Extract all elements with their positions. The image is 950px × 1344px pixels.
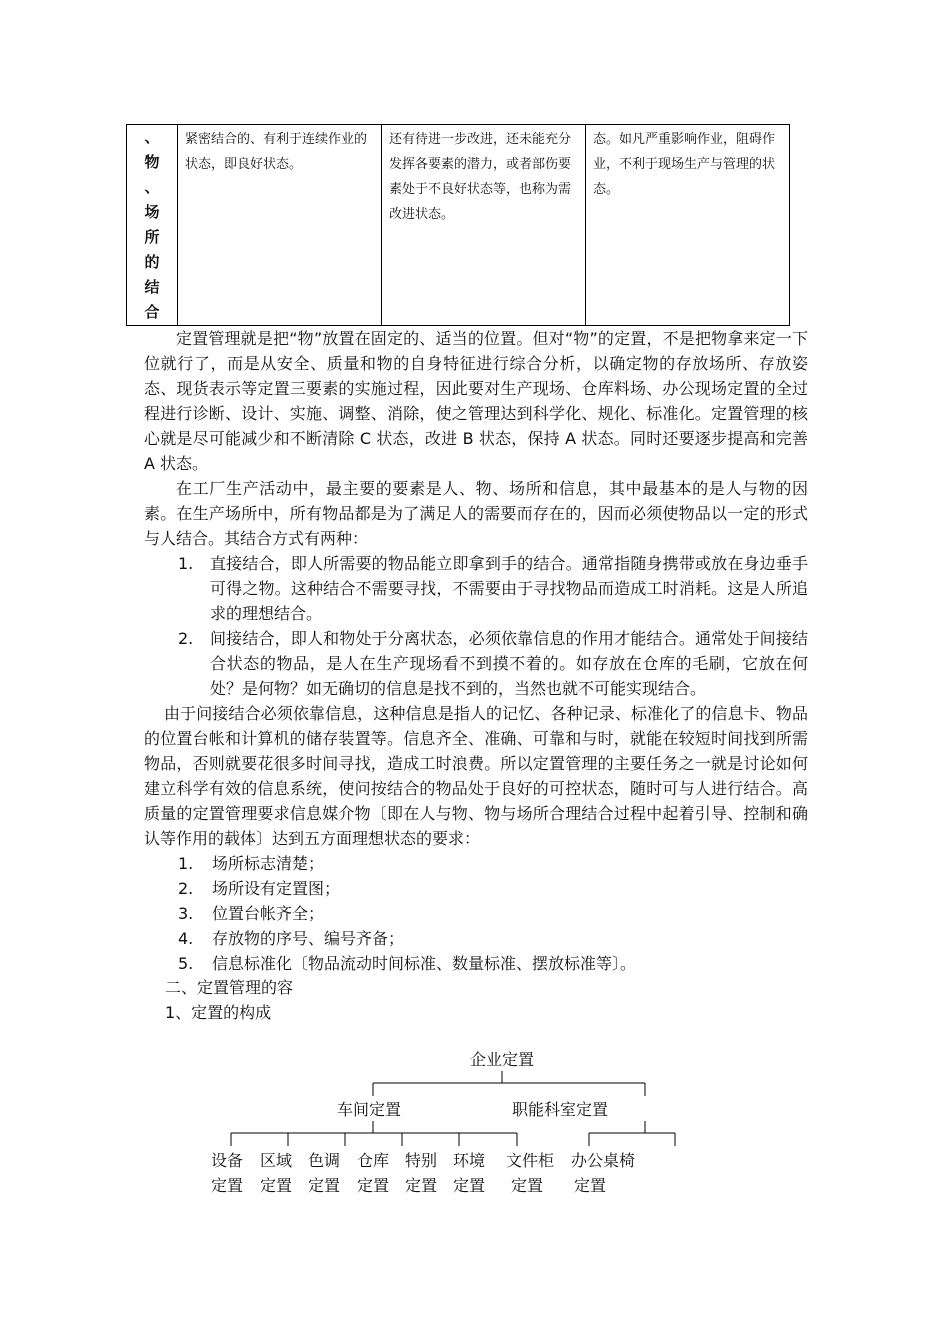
row-header-char: 所 [144,228,160,246]
leaf-line: 定置 [308,1176,341,1195]
org-root-node: 企业定置 [470,1050,535,1069]
leaf-line: 定置 [574,1176,607,1195]
org-leaf-node [453,1148,485,1198]
org-leaf-node [260,1148,292,1198]
list-text: 间接结合，即人和物处于分离状态，必须依靠信息的作用才能结合。通常处于间接结合状态的物品，是人在生产现场看不到摸不着的。如存放在仓库的毛刷，它放在何处？是何物？如无确切的信息是找不到的，当然也就不可能实现结合。 [210,629,808,698]
list-number: 4. [178,929,194,948]
list-number: 2. [178,879,194,898]
leaf-line: 定置 [260,1176,293,1195]
org-leaf-node [506,1148,554,1198]
paragraph-information: 由于问接结合必须依靠信息，这种信息是指人的记忆、各种记录、标准化了的信息卡、物品的位置台帐和计算机的储存装置等。信息齐全、准确、可靠和与时，就能在较短时间找到所需物品，否则就要花很多时间寻找，造成工时浪费。所以定置管理的主要任务之一就是讨论如何建立科学有效的信息系统，使问按结合的物品处于良好的可控状态，随时可与人进行结合。高质量的定置管理要求信息媒介物〔即在人与物、物与场所合理结合过程中起着引导、控制和确认等作用的载体〕达到五方面理想状态的要求： [144,704,808,848]
leaf-line: 定置 [453,1176,486,1195]
row-header-char: 合 [144,303,160,321]
leaf-line: 色调 [308,1151,341,1170]
paragraph-elements: 在工厂生产活动中，最主要的要素是人、物、场所和信息，其中最基本的是人与物的因素。在生产场所中，所有物品都是为了满足人的需要而存在的，因而必须使物品以一定的形式与人结合。其结合方式有两种： [144,479,808,548]
leaf-line: 定置 [357,1176,390,1195]
row-header-char: 场 [144,203,160,221]
list-text: 场所标志清楚； [212,854,325,873]
org-node-office: 职能科室定置 [512,1100,609,1119]
list-number: 1. [178,554,194,573]
leaf-line: 办公桌椅 [571,1151,636,1170]
leaf-line: 区域 [260,1151,293,1170]
leaf-line: 定置 [405,1176,438,1195]
leaf-line: 设备 [211,1151,244,1170]
leaf-line: 仓库 [357,1151,390,1170]
list-text: 信息标准化〔物品流动时间标准、数量标准、摆放标准等〕。 [212,954,637,973]
paragraph-definition: 定置管理就是把“物”放置在固定的、适当的位置。但对“物”的定置，不是把物拿来定一下位就行了，而是从安全、质量和物的自身特征进行综合分析，以确定物的存放场所、存放姿态、现货表示等定置三要素的实施过程，因此要对生产现场、仓库料场、办公现场定置的全过程进行诊断、设计、实施、调整、消除，使之管理达到科学化、规化、标准化。定置管理的核心就是尽可能减少和不断清除 C 状态，改进 B 状态，保持 A 状态。同时还要逐步提高和完善 A 状态。 [144,329,808,473]
list-text: 直接结合，即人所需要的物品能立即拿到手的结合。通常指随身携带或放在身边垂手可得之物。这种结合不需要寻找，不需要由于寻找物品而造成工时消耗。这是人所追求的理想结合。 [210,554,808,623]
org-leaf-node [571,1148,635,1198]
list-text: 位置台帐齐全； [212,904,325,923]
leaf-line: 特别 [405,1151,438,1170]
state-c-cell: 态。如凡严重影响作业，阻碍作业，不利于现场生产与管理的状态。 [586,125,790,326]
row-header-char: 、 [144,128,160,146]
state-a-cell: 紧密结合的、有利于连续作业的状态，即良好状态。 [178,125,382,326]
leaf-line: 环境 [453,1151,486,1170]
row-header-char: 结 [144,278,160,296]
leaf-line: 定置 [511,1176,544,1195]
list-number: 5. [178,954,194,973]
list-number: 3. [178,904,194,923]
org-leaf-node [211,1148,243,1198]
row-header-char: 的 [144,253,160,271]
leaf-line: 定置 [211,1176,244,1195]
org-leaf-node [357,1148,389,1198]
list-number: 1. [178,854,194,873]
section-heading: 二、定置管理的容 [165,978,294,997]
org-leaf-node [308,1148,340,1198]
leaf-line: 文件柜 [506,1151,555,1170]
org-node-workshop: 车间定置 [337,1100,402,1119]
list-text: 存放物的序号、编号齐备； [212,929,405,948]
subsection-heading: 1、定置的构成 [165,1003,272,1022]
org-leaf-node [405,1148,437,1198]
row-header-char: 、 [144,178,160,196]
list-number: 2. [178,629,194,648]
list-text: 场所设有定置图； [212,879,341,898]
row-header-char: 物 [144,153,160,171]
state-b-cell: 还有待进一步改进，还未能充分发挥各要素的潜力，或者部伤要素处于不良好状态等，也称为需改进状态。 [382,125,586,326]
